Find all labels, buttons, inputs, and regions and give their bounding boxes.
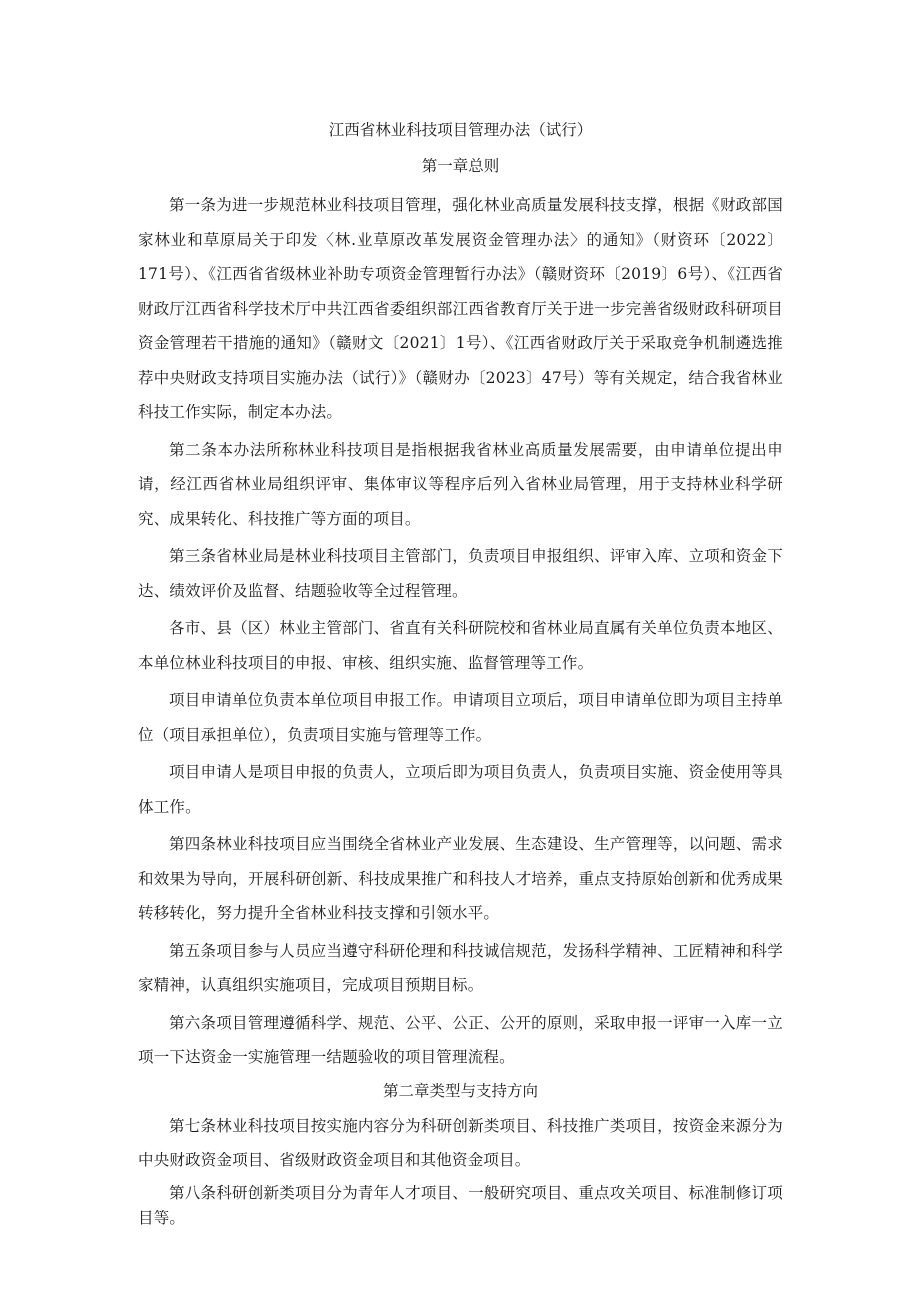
article-5-paragraph: 第五条项目参与人员应当遵守科研伦理和科技诚信规范，发扬科学精神、工匠精神和科学家精神，认真组织实施项目，完成项目预期目标。	[138, 941, 783, 994]
article-3-local-paragraph: 各市、县（区）林业主管部门、省直有关科研院校和省林业局直属有关单位负责本地区、本单位林业科技项目的申报、审核、组织实施、监督管理等工作。	[138, 619, 783, 672]
article-6-paragraph: 第六条项目管理遵循科学、规范、公平、公正、公开的原则，采取申报一评审一入库一立项一下达资金一实施管理一结题验收的项目管理流程。	[138, 1013, 783, 1066]
document-page	[138, 118, 783, 1241]
chapter-heading-2: 第二章类型与支持方向	[382, 1081, 538, 1100]
chapter-heading-1: 第一章总则	[421, 157, 500, 175]
article-7-paragraph: 第七条林业科技项目按实施内容分为科研创新类项目、科技推广类项目，按资金来源分为中央财政资金项目、省级财政资金项目和其他资金项目。	[138, 1116, 783, 1169]
article-3-paragraph: 第三条省林业局是林业科技项目主管部门，负责项目申报组织、评审入库、立项和资金下达、绩效评价及监督、结题验收等全过程管理。	[138, 547, 783, 600]
article-2-paragraph: 第二条本办法所称林业科技项目是指根据我省林业高质量发展需要，由申请单位提出申请，经江西省林业局组织评审、集体审议等程序后列入省林业局管理，用于支持林业科学研究、成果转化、科技推广等方面的项目。	[138, 440, 783, 528]
article-4-paragraph: 第四条林业科技项目应当围绕全省林业产业发展、生态建设、生产管理等，以问题、需求和效果为导向，开展科研创新、科技成果推广和科技人才培养，重点支持原始创新和优秀成果转移转化，努力提升全省林业科技支撑和引领水平。	[138, 835, 783, 922]
article-3-applicant-unit-paragraph: 项目申请单位负责本单位项目申报工作。申请项目立项后，项目申请单位即为项目主持单位（项目承担单位），负责项目实施与管理等工作。	[138, 691, 783, 744]
article-3-applicant-paragraph: 项目申请人是项目申报的负责人，立项后即为项目负责人，负责项目实施、资金使用等具体工作。	[138, 763, 783, 816]
document-title: 江西省林业科技项目管理办法（试行）	[328, 121, 593, 139]
article-8-paragraph: 第八条科研创新类项目分为青年人才项目、一般研究项目、重点攻关项目、标准制修订项目等。	[138, 1183, 783, 1227]
article-1-paragraph: 第一条为进一步规范林业科技项目管理，强化林业高质量发展科技支撑，根据《财政部国家林业和草原局关于印发〈林.业草原改革发展资金管理办法〉的通知》（财资环〔2022〕171号）、《江西省省级林业补助专项资金管理暂行办法》（赣财资环〔2019〕6号）、《江西省财政厅江西省科学技术厅中共江西省委组织部江西省教育厅关于进一步完善省级财政科研项目资金管理若干措施的通知》（赣财文〔2021〕1号）、《江西省财政厅关于采取竞争机制遴选推荐中央财政支持项目实施办法（试行）》（赣财办〔2023〕47号）等有关规定，结合我省林业科技工作实际，制定本办法。	[138, 196, 783, 421]
